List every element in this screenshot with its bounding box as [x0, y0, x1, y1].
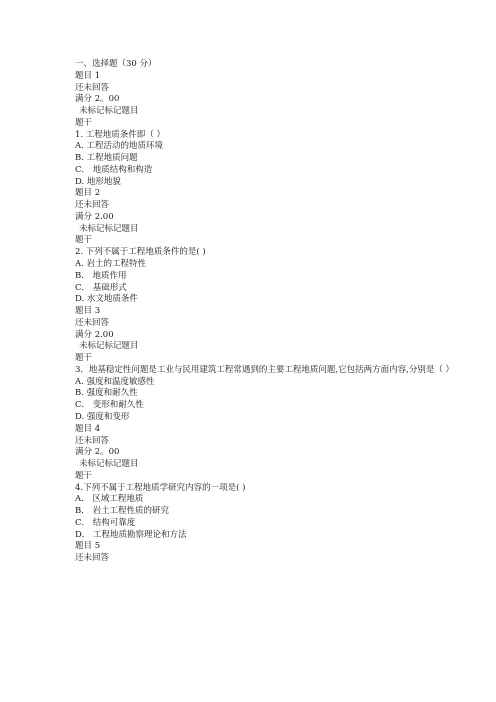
- option-d[interactable]: D. 水文地质条件: [75, 294, 138, 305]
- question-number: 题目 3: [75, 306, 101, 317]
- question-text: 3．地基稳定性问题是工业与民用建筑工程常遇到的主要工程地质问题,它包括两方面内容,分别是（ ）: [75, 364, 455, 375]
- option-a[interactable]: A． 区域工程地质: [75, 494, 144, 505]
- score: 满分 2。00: [75, 94, 120, 105]
- option-c[interactable]: C． 变形和耐久性: [75, 400, 144, 411]
- stem-label: 题干: [75, 470, 93, 481]
- question-number: 题目 1: [75, 70, 101, 81]
- option-b[interactable]: B. 强度和耐久性: [75, 388, 138, 399]
- answer-status: 还未回答: [75, 435, 110, 446]
- option-b[interactable]: B. 工程地质问题: [75, 153, 138, 164]
- option-a[interactable]: A. 岩土的工程特性: [75, 259, 147, 270]
- option-a[interactable]: A. 强度和温度敏感性: [75, 376, 155, 387]
- option-d[interactable]: D． 工程地质勘察理论和方法: [75, 529, 187, 540]
- question-text: 2. 下列不属于工程地质条件的是( ): [75, 247, 206, 258]
- flag-question[interactable]: 未标记标记题目: [79, 459, 139, 470]
- option-d[interactable]: D. 强度和变形: [75, 411, 130, 422]
- option-c[interactable]: C． 基础形式: [75, 282, 127, 293]
- question-text: 4.下列不属于工程地质学研究内容的一项是( ): [75, 482, 246, 493]
- answer-status: 还未回答: [75, 553, 110, 564]
- score: 满分 2.00: [75, 329, 114, 340]
- flag-question[interactable]: 未标记标记题目: [79, 341, 139, 352]
- question-text: 1. 工程地质条件即（ ）: [75, 129, 166, 140]
- section-title: 一、选择题（30 分）: [75, 59, 157, 69]
- flag-question[interactable]: 未标记标记题目: [79, 106, 139, 117]
- option-c[interactable]: C． 地质结构和构造: [75, 164, 153, 175]
- score: 满分 2.00: [75, 211, 114, 222]
- option-c[interactable]: C． 结构可靠度: [75, 517, 136, 528]
- answer-status: 还未回答: [75, 82, 110, 93]
- option-b[interactable]: B． 岩土工程性质的研究: [75, 506, 169, 517]
- option-a[interactable]: A. 工程活动的地质环境: [75, 141, 164, 152]
- score: 满分 2。00: [75, 447, 120, 458]
- option-b[interactable]: B． 地质作用: [75, 270, 127, 281]
- option-d[interactable]: D. 地形地貌: [75, 176, 121, 187]
- stem-label: 题干: [75, 353, 93, 364]
- flag-question[interactable]: 未标记标记题目: [79, 223, 139, 234]
- question-number: 题目 2: [75, 188, 101, 199]
- answer-status: 还未回答: [75, 317, 110, 328]
- question-number: 题目 4: [75, 423, 101, 434]
- answer-status: 还未回答: [75, 200, 110, 211]
- stem-label: 题干: [75, 117, 93, 128]
- stem-label: 题干: [75, 235, 93, 246]
- question-number: 题目 5: [75, 541, 101, 552]
